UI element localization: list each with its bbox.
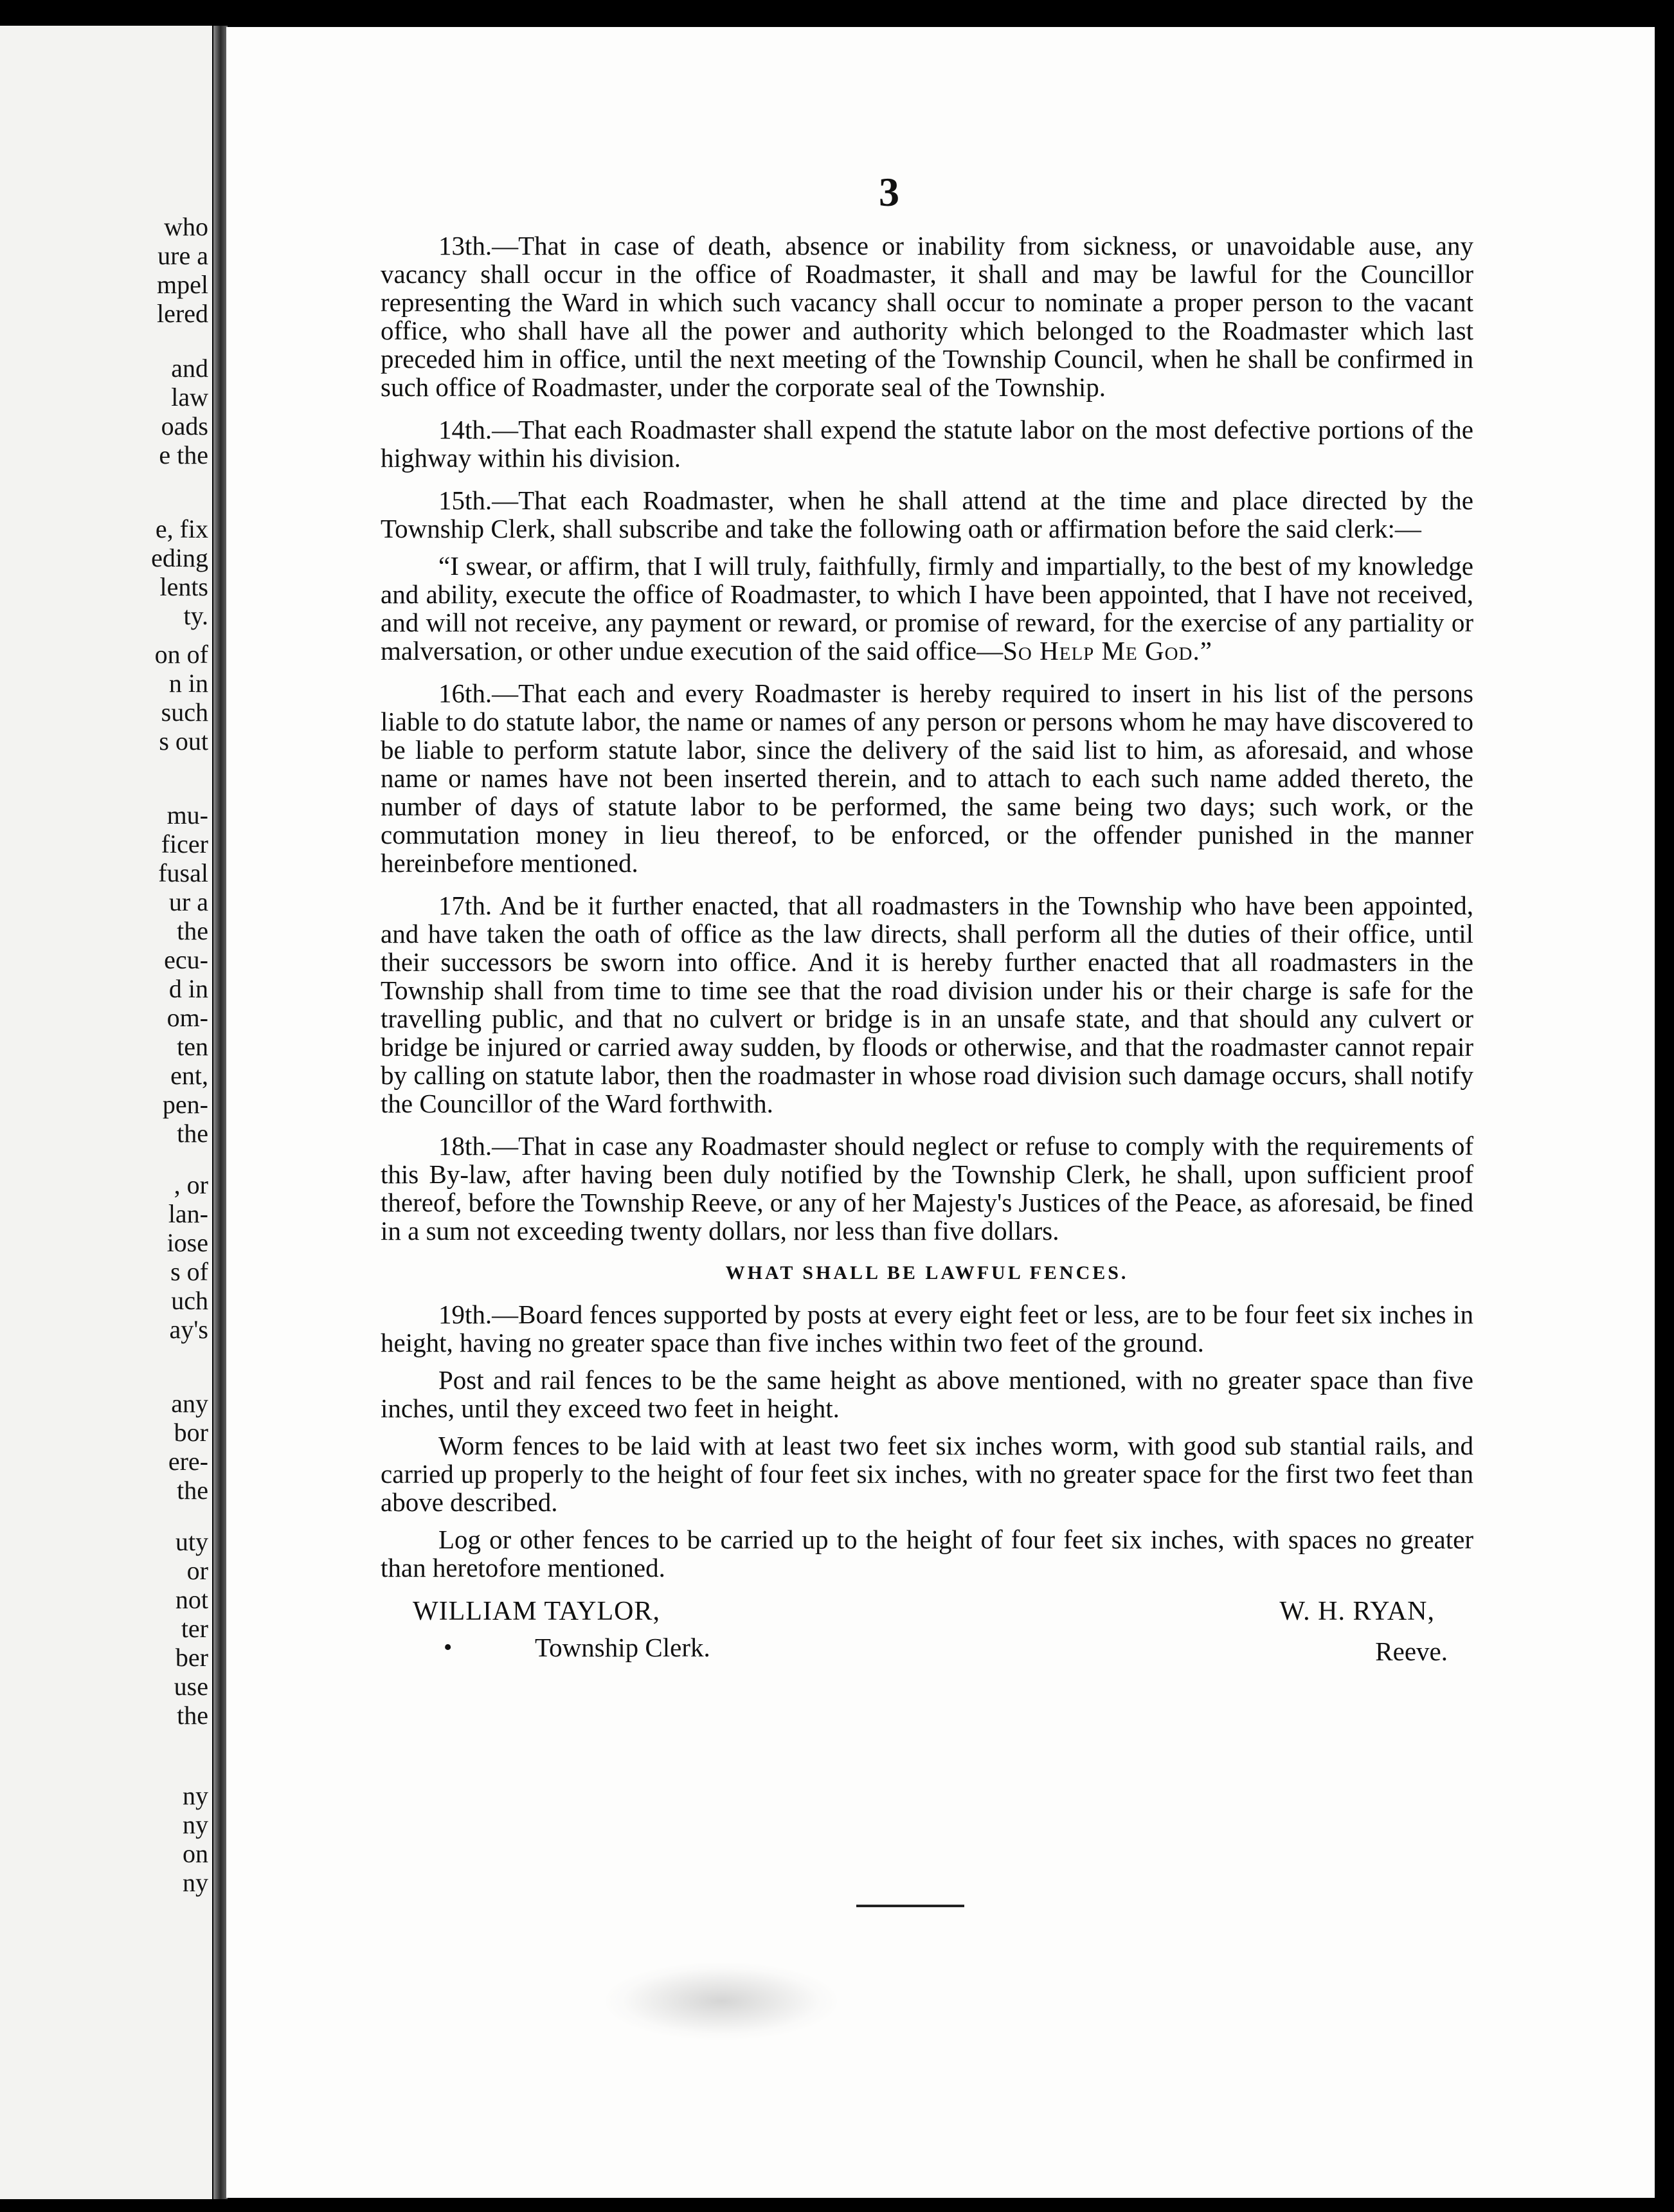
left-fragment-word: who — [164, 212, 208, 241]
clerk-name: WILLIAM TAYLOR, — [413, 1597, 660, 1626]
left-fragment-word: uty — [175, 1527, 208, 1556]
left-fragment-word: not — [175, 1585, 208, 1614]
left-fragment-word: on of — [154, 640, 208, 669]
left-fragment-word: any — [171, 1389, 208, 1418]
left-fragment-word: such — [161, 698, 208, 727]
oath-closing: So Help Me God.” — [1003, 636, 1212, 666]
previous-page-edge — [0, 26, 212, 2199]
left-fragment-group — [168, 1389, 208, 1505]
left-fragment-word: the — [177, 916, 208, 945]
left-fragment-word: ny — [183, 1868, 208, 1897]
section-15: 15th.—That each Roadmaster, when he shall attend at the time and place directed by the Township Clerk, shall subscribe and take the following oath or affirmation before the said clerk:— — [381, 485, 1473, 543]
section-19: 19th.—Board fences supported by posts at every eight feet or less, are to be four feet six inches in height, having no greater space than five inches within two feet of the ground. — [381, 1300, 1473, 1357]
left-fragment-word: mpel — [157, 270, 208, 299]
left-fragment-word: om- — [166, 1003, 208, 1032]
left-fragment-group — [155, 640, 208, 756]
bullet-mark: • — [444, 1634, 453, 1661]
section-13: 13th.—That in case of death, absence or inability from sickness, or unavoidable ause, any vacancy shall occur in the office of Roadmaster, it shall and may be lawful for the Councillor representing the Ward in which such vacancy shall occur to nominate a proper person to the vacant office, who shall have all the power and authority which belonged to the Roadmaster which last preceded him in office, until the next meeting of the Township Council, when he shall be confirmed in such office of Roadmaster, under the corporate seal of the Township. — [381, 231, 1473, 402]
left-fragment-word: ecu- — [164, 945, 208, 974]
left-fragment-word: , or — [174, 1170, 208, 1199]
left-fragment-word: ere- — [168, 1447, 208, 1476]
left-fragment-word: lered — [157, 299, 208, 328]
left-fragment-word: and — [171, 354, 208, 383]
reeve-title: Reeve. — [1375, 1636, 1448, 1666]
left-fragment-group — [174, 1527, 208, 1730]
closing-rule — [856, 1905, 964, 1907]
left-fragment-word: ny — [183, 1810, 208, 1839]
left-fragment-word: the — [177, 1701, 208, 1730]
post-rail-fences: Post and rail fences to be the same height as above mentioned, with no greater space than five inches, until they exceed two feet in height. — [381, 1365, 1473, 1423]
page-gutter — [213, 26, 228, 2199]
left-fragment-word: ty. — [183, 601, 208, 630]
left-fragment-word: the — [177, 1476, 208, 1505]
clerk-title: Township Clerk. — [535, 1633, 710, 1662]
worm-fences: Worm fences to be laid with at least two feet six inches worm, with good sub stantial rails, and carried up properly to the height of four feet six inches, with no greater space for the first two feet than above described. — [381, 1431, 1473, 1517]
left-fragment-word: bor — [174, 1418, 208, 1447]
signature-block — [381, 1597, 1473, 1700]
left-fragment-word: ter — [181, 1614, 208, 1643]
oath-text — [381, 552, 1473, 665]
left-fragment-word: s of — [170, 1257, 208, 1286]
left-fragment-word: n in — [168, 669, 208, 698]
left-fragment-word: ur a — [168, 887, 208, 916]
left-fragment-word: law — [171, 383, 208, 412]
left-fragment-group — [158, 801, 208, 1148]
left-fragment-word: lan- — [168, 1199, 208, 1228]
left-fragment-word: mu- — [166, 801, 208, 830]
section-18: 18th.—That in case any Roadmaster should neglect or refuse to comply with the requirements of this By-law, after having been duly notified by the Township Clerk, he shall, upon sufficient proof thereof, before the Township Reeve, or any of her Majesty's Justices of the Peace, as aforesaid, be fined in a sum not exceeding twenty dollars, nor less than five dollars. — [381, 1131, 1473, 1246]
left-fragment-word: ure a — [158, 241, 208, 270]
left-fragment-word: on — [183, 1839, 208, 1868]
section-14: 14th.—That each Roadmaster shall expend the statute labor on the most defective portions of the highway within his division. — [381, 415, 1473, 473]
page-number: 3 — [879, 169, 899, 215]
left-fragment-word: s out — [159, 727, 208, 756]
page-smudge — [606, 1963, 837, 2040]
left-fragment-word: eding — [151, 543, 208, 572]
left-fragment-group — [159, 354, 208, 469]
section-17: 17th. And be it further enacted, that all roadmasters in the Township who have been appointed, and have taken the oath of office as the law directs, shall perform all the duties of their office, until their successors be sworn into office. And it is hereby further enacted that all roadmasters in the Township shall from time to time see that the road division under his or their charge is safe for the travelling public, and that no culvert or bridge is in an unsafe state, and that should any culvert or bridge be injured or carried away sudden, by floods or otherwise, and that the roadmaster cannot repair by calling on statute labor, then the roadmaster in whose road division such damage occurs, shall notify the Councillor of the Ward forthwith. — [381, 891, 1473, 1118]
left-fragment-word: lents — [159, 572, 208, 601]
left-fragment-group — [167, 1170, 208, 1344]
left-fragment-word: ay's — [169, 1315, 208, 1344]
left-fragment-word: or — [186, 1556, 208, 1585]
left-fragment-word: use — [174, 1672, 208, 1701]
left-fragment-word: ent, — [170, 1061, 208, 1090]
left-fragment-group — [183, 1781, 208, 1897]
left-fragment-word: uch — [171, 1286, 208, 1315]
left-fragment-word: ficer — [161, 830, 208, 858]
left-fragment-word: oads — [161, 412, 208, 440]
left-fragment-word: d in — [168, 974, 208, 1003]
section-heading-fences: WHAT SHALL BE LAWFUL FENCES. — [725, 1262, 1129, 1283]
left-fragment-word: ny — [183, 1781, 208, 1810]
left-fragment-word: e, fix — [155, 514, 208, 543]
left-fragment-word: iose — [166, 1228, 208, 1257]
left-fragment-group — [151, 514, 208, 630]
left-fragment-word: fusal — [158, 858, 208, 887]
document-page — [226, 27, 1655, 2198]
section-16: 16th.—That each and every Roadmaster is hereby required to insert in his list of the persons liable to do statute labor, the name or names of any person or persons whom he may have discovered to be liable to perform statute labor, since the delivery of the said list to him, as aforesaid, and whose name or names have not been inserted therein, and to attach to each such name added thereto, the number of days of statute labor to be performed, the same being two days; such work, or the commutation money in lieu thereof, to be enforced, or the offender punished in the manner hereinbefore mentioned. — [381, 678, 1473, 878]
left-fragment-group — [157, 212, 208, 328]
oath-body: “I swear, or affirm, that I will truly, faithfully, firmly and impartially, to the best of my knowledge and ability, execute the office of Roadmaster, to which I have been appointed, that I have not received, and will not receive, any payment or reward, or promise of reward, for the exercise of any partiality or malversation, or other undue execution of the said office— — [381, 551, 1473, 666]
reeve-name: W. H. RYAN, — [1279, 1597, 1435, 1626]
left-fragment-word: e the — [159, 440, 208, 469]
left-fragment-word: the — [177, 1119, 208, 1148]
left-fragment-word: pen- — [162, 1090, 208, 1119]
left-fragment-word: ber — [175, 1643, 208, 1672]
left-fragment-word: ten — [177, 1032, 208, 1061]
document-body — [381, 231, 1473, 1700]
log-fences: Log or other fences to be carried up to the height of four feet six inches, with spaces no greater than heretofore mentioned. — [381, 1525, 1473, 1582]
